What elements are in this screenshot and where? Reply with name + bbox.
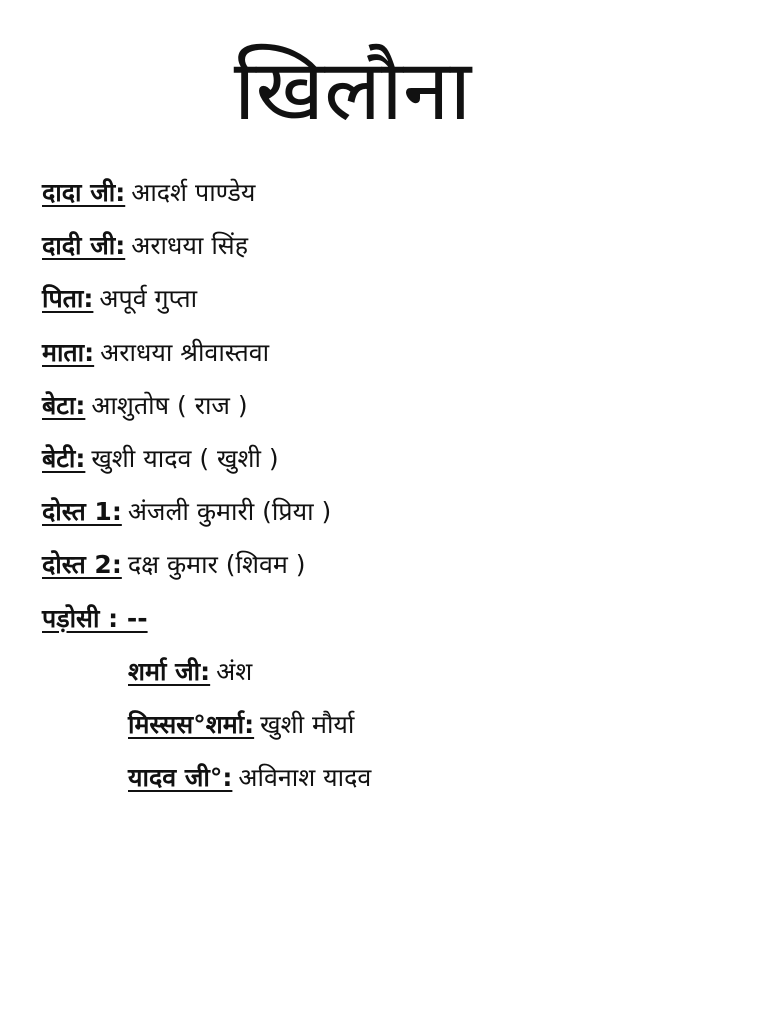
cast-role-label: पिता: bbox=[42, 284, 94, 314]
cast-row-dada bbox=[42, 166, 742, 219]
cast-row-dost-1 bbox=[42, 485, 742, 538]
cast-actor-name: अराधया सिंह bbox=[131, 231, 248, 261]
cast-row-beti bbox=[42, 432, 742, 485]
neighbour-actor-name: अविनाश यादव bbox=[238, 763, 372, 793]
cast-row-beta bbox=[42, 379, 742, 432]
cast-row-dadi bbox=[42, 219, 742, 272]
cast-role-label: दादा जी: bbox=[42, 178, 126, 207]
neighbours-heading: पड़ोसी : -- bbox=[42, 603, 148, 633]
neighbour-row-mrs-sharma bbox=[42, 698, 742, 751]
neighbour-row-yadav bbox=[42, 751, 742, 804]
cast-row-pita bbox=[42, 272, 742, 325]
document-title: खिलौना bbox=[233, 41, 472, 139]
cast-role-label: बेटा: bbox=[42, 390, 86, 420]
cast-actor-name: अराधया श्रीवास्तवा bbox=[100, 337, 270, 367]
cast-actor-name: आशुतोष ( राज ) bbox=[91, 390, 248, 420]
cast-row-mata bbox=[42, 326, 742, 379]
cast-actor-name: आदर्श पाण्डेय bbox=[131, 178, 256, 207]
neighbours-heading-row bbox=[42, 592, 742, 645]
neighbour-role-label: मिस्सस°शर्मा: bbox=[128, 709, 255, 739]
cast-role-label: बेटी: bbox=[42, 443, 86, 473]
cast-role-label: दोस्त 1: bbox=[42, 497, 122, 527]
cast-list bbox=[42, 166, 742, 804]
neighbour-actor-name: खुशी मौर्या bbox=[260, 709, 355, 739]
cast-role-label: दोस्त 2: bbox=[42, 550, 122, 580]
neighbour-actor-name: अंश bbox=[216, 656, 253, 686]
cast-role-label: दादी जी: bbox=[42, 231, 126, 261]
neighbour-row-sharma bbox=[42, 645, 742, 698]
cast-actor-name: अपूर्व गुप्ता bbox=[99, 284, 198, 314]
cast-actor-name: दक्ष कुमार (शिवम ) bbox=[127, 550, 306, 580]
neighbour-role-label: यादव जी°: bbox=[128, 763, 233, 793]
cast-actor-name: अंजली कुमारी (प्रिया ) bbox=[127, 497, 332, 527]
cast-row-dost-2 bbox=[42, 538, 742, 591]
cast-actor-name: खुशी यादव ( खुशी ) bbox=[91, 443, 279, 473]
cast-role-label: माता: bbox=[42, 337, 95, 367]
neighbour-role-label: शर्मा जी: bbox=[128, 656, 211, 686]
